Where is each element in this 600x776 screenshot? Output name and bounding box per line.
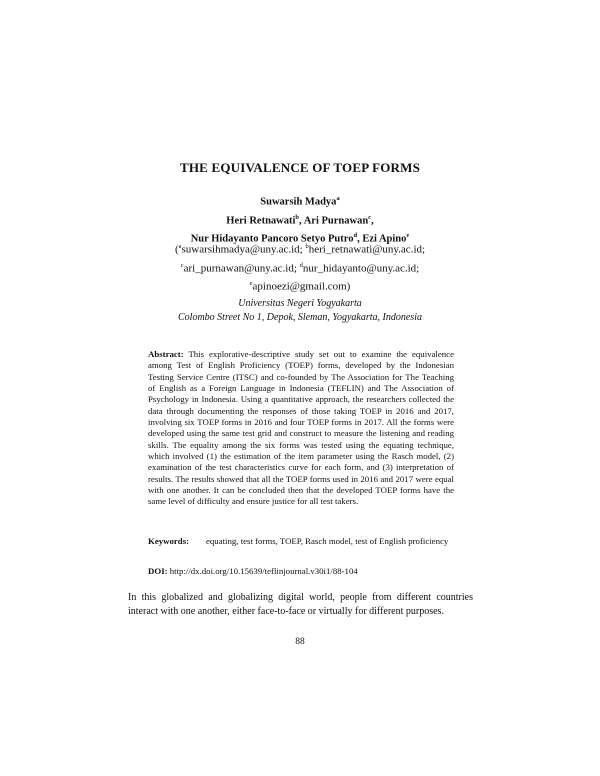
email-line-1 bbox=[0, 239, 600, 258]
email-sup: c bbox=[180, 261, 184, 269]
author-sup: e bbox=[406, 232, 410, 239]
abstract-label: Abstract: bbox=[148, 349, 184, 359]
email-sup: b bbox=[305, 243, 309, 250]
email-link[interactable]: suwarsihmadya@uny.ac.id; bbox=[181, 243, 306, 256]
university-address: Colombo Street No 1, Depok, Sleman, Yogyakarta, Indonesia bbox=[178, 312, 422, 323]
author-name: Ari Purnawan bbox=[303, 215, 369, 226]
author-sep: , bbox=[299, 215, 304, 226]
body-paragraph: In this globalized and globalizing digital world, people from different countries interact with one another, either face-to-face or virtually for different purposes. bbox=[128, 592, 473, 617]
author-sup: a bbox=[336, 195, 340, 202]
abstract-text: This explorative-descriptive study set out to examine the equivalence among Test of English Proficiency (TOEP) forms, developed by the Indonesian Testing Service Centre (ITSC) and co-founded by The Association for The Teaching of English as a Foreign Language in Indonesia (TEFLIN) and The Association of Psychology in Indonesia. Using a quantitative approach, the researchers collected the data through documenting the responses of those taking TOEP in 2016 and 2017, involving six TOEP forms in 2016 and four TOEP forms in 2017. All the forms were developed using the same test grid and construct to measure the listening and reading skills. The equality among the six forms was tested using the equating technique, which involved (1) the estimation of the item parameter using the Rasch model, (2) examination of the test characteristics curve for each form, and (3) interpretation of results. The results showed that all the TOEP forms used in 2016 and 2017 were equal with one another. It can be concluded then that the developed TOEP forms have the same level of difficulty and ensure justice for all test takers. bbox=[148, 349, 454, 507]
keywords-text: equating, test forms, TOEP, Rasch model, test of English proficiency bbox=[206, 536, 449, 546]
email-paren-open: ( bbox=[174, 243, 179, 256]
author-sup: c bbox=[368, 213, 372, 221]
affiliation bbox=[0, 297, 600, 325]
author-sup: b bbox=[295, 213, 300, 221]
email-sup: a bbox=[178, 243, 182, 250]
author-name: Ezi Apino bbox=[362, 233, 407, 245]
author-name: Nur Hidayanto Pancoro Setyo Putro bbox=[190, 233, 354, 245]
email-link[interactable]: ari_purnawan@uny.ac.id; bbox=[183, 262, 300, 275]
email-sup: d bbox=[299, 261, 303, 269]
email-sup: e bbox=[249, 280, 253, 288]
author-name: Suwarsih Madya bbox=[260, 196, 337, 208]
keywords-label: Keywords: bbox=[148, 536, 190, 546]
author-sup: d bbox=[353, 232, 358, 239]
email-line-3 bbox=[0, 276, 600, 295]
author-sep: , bbox=[357, 233, 363, 245]
email-link[interactable]: heri_retnawati@uny.ac.id; bbox=[308, 243, 426, 256]
email-link[interactable]: apinoezi@gmail.com bbox=[252, 280, 347, 293]
abstract bbox=[148, 349, 454, 508]
paper-title: THE EQUIVALENCE OF TOEP FORMS bbox=[179, 160, 421, 175]
email-line-2 bbox=[0, 258, 600, 277]
email-paren-close: ) bbox=[346, 280, 351, 293]
author-emails bbox=[0, 239, 600, 295]
author-line-1 bbox=[0, 191, 600, 210]
keywords bbox=[148, 536, 454, 547]
author-name: Heri Retnawati bbox=[226, 215, 296, 226]
email-link[interactable]: nur_hidayanto@uny.ac.id; bbox=[302, 262, 420, 275]
university-name: Universitas Negeri Yogyakarta bbox=[238, 298, 362, 309]
author-sep: , bbox=[371, 215, 374, 226]
page-number: 88 bbox=[295, 637, 305, 647]
author-line-2 bbox=[0, 210, 600, 229]
doi-link[interactable]: http://dx.doi.org/10.15639/teflinjournal.v30i1/88-104 bbox=[169, 566, 358, 576]
doi-label: DOI: bbox=[148, 566, 168, 576]
doi bbox=[148, 566, 454, 577]
